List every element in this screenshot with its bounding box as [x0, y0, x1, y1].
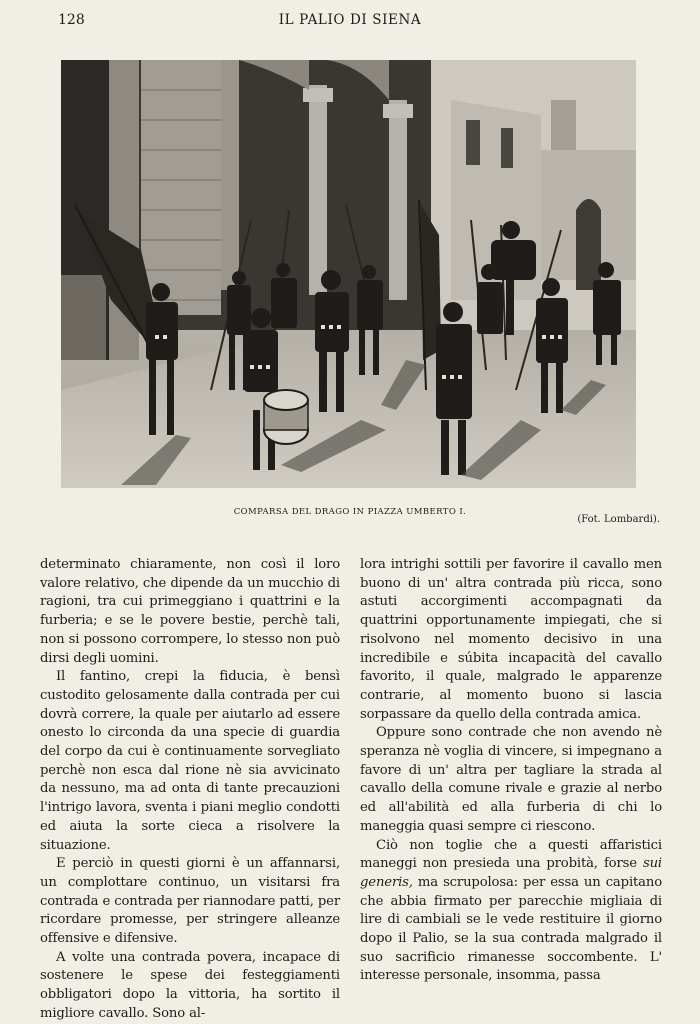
paragraph: lora intrighi sottili per favorire il cavallo men buono di un' altra contrada più ricca, sono astuti accorgimenti accompagnati da quattrini opportunamente impiegati, che si risolvono nel momento decisivo in una incredibile e súbita incapacità del cavallo favorito, il quale, malgrado le apparenze contrarie, al momento buono si lascia sorpassare da quello della contrada amica.	[360, 557, 662, 722]
page-number: 128	[58, 12, 85, 28]
running-title: IL PALIO DI SIENA	[278, 12, 422, 28]
paragraph: Il fantino, crepi la fiducia, è bensì custodito gelosamente dalla contrada per cui dovrà correre, la quale per aiutarlo ad essere onesto lo circonda da una specie di guardia del corpo da cui è continuamente sorvegliato perchè non esca dal rione nè sia avvicinato da nessuno, ma ad onta di tante precauzioni l'intrigo lavora, sventa i piani meglio condotti ed aiuta la sorte cieca a risolvere la situazione.	[40, 669, 340, 853]
italic-text: sui generis,	[360, 856, 662, 890]
paragraph: determinato chiaramente, non così il loro valore relativo, che dipende da un mucchio di ragioni, tra cui primeggiano i quattrini e la furberia; e se le povere bestie, perchè tali, non si possono corrompere, lo stesso non può dirsi degli uomini.	[40, 557, 340, 666]
paragraph: E perciò in questi giorni è un affannarsi, un complottare continuo, un visitarsi fra contrada e contrada per riannodare patti, per ricordare promesse, per stringere alleanze offensive e difensive.	[40, 856, 340, 947]
paragraph	[360, 837, 662, 987]
figure-caption: COMPARSA DEL DRAGO IN PIAZZA UMBERTO I.	[233, 507, 467, 517]
text-column-left	[40, 556, 340, 1024]
paragraph: A volte una contrada povera, incapace di sostenere le spese dei festeggiamenti obbligatori dopo la vittoria, ha sortito il migliore cavallo. Sono al-	[40, 949, 340, 1021]
photo-credit: (Fot. Lombardi).	[577, 514, 660, 525]
text-run: Ciò non toglie che a questi affaristici maneggi non presieda una probità, forse	[360, 837, 662, 872]
paragraph: Oppure sono contrade che non avendo nè speranza nè voglia di vincere, si impegnano a favore di un' altra per tagliare la strada al cavallo della comune rivale e grazie al nerbo ed all'abilità ed alla furberia di chi lo maneggia quasi sempre ci riescono.	[360, 725, 662, 834]
photograph-procession	[61, 60, 636, 488]
text-column-right	[360, 556, 662, 986]
text-run: ma scrupolosa: per essa un capitano che abbia firmato per parecchie migliaia di lire di cambiali se le vede restituire il giorno dopo il Palio, se la sua contrada malgrado il suo sacrificio rimanesse soccombente. L' interesse personale, insomma, passa	[360, 874, 662, 984]
